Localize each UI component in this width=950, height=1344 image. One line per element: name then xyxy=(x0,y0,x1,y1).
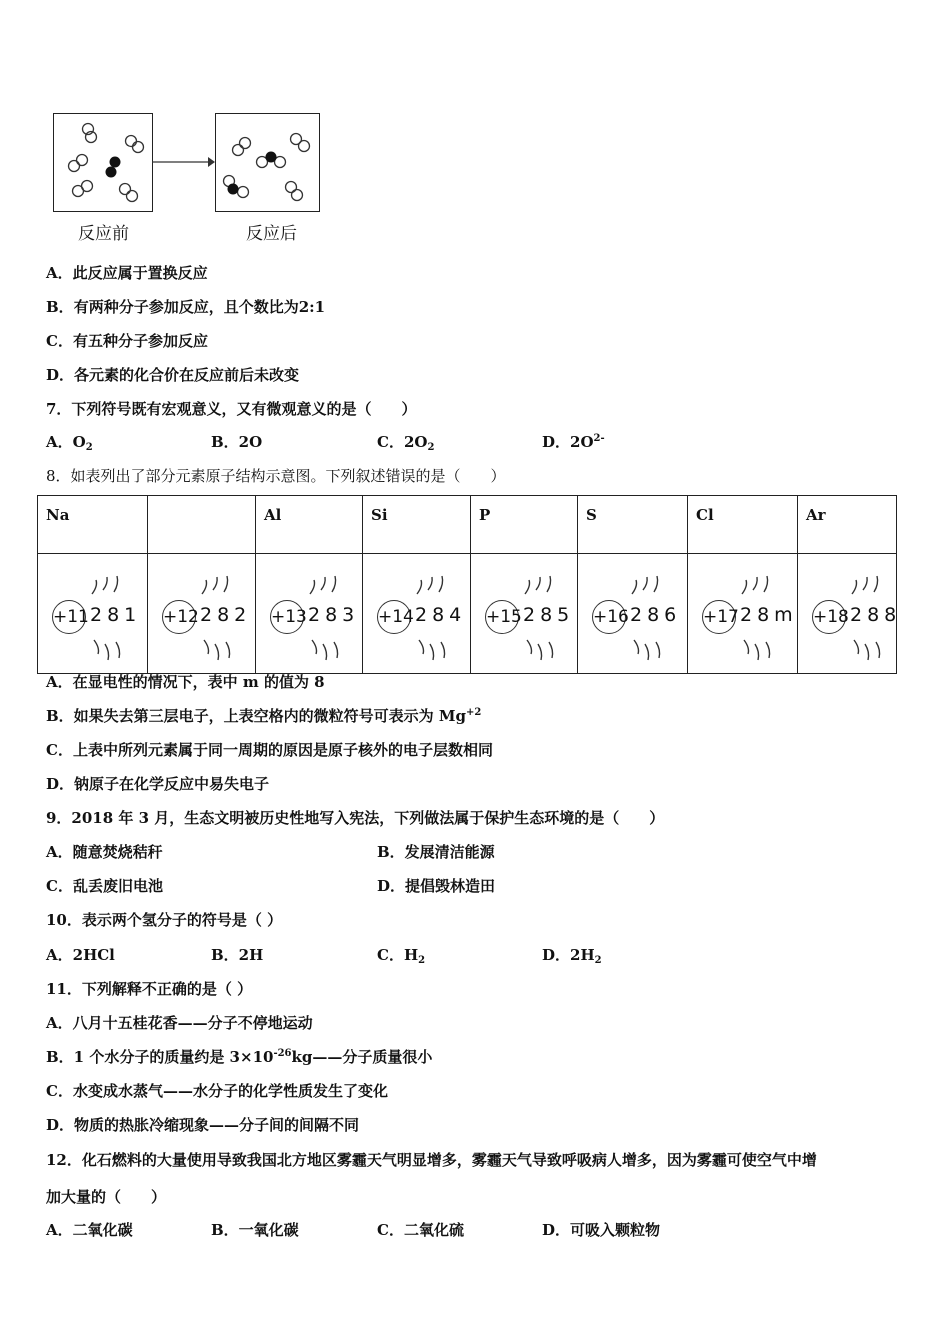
q8-option-b: B．如果失去第三层电子，上表空格内的微粒符号可表示为 $Mg^{+2}$ xyxy=(46,707,482,725)
atom-diagram-cell xyxy=(578,554,688,674)
nucleus: +14 xyxy=(377,600,411,634)
q11-option-d: D．物质的热胀冷缩现象——分子间的间隔不同 xyxy=(46,1116,360,1134)
q9-option-d: D．提倡毁林造田 xyxy=(377,877,496,895)
symbol-cell: Ar xyxy=(798,496,897,554)
q12-stem-line1: 12．化石燃料的大量使用导致我国北方地区雾霾天气明显增多，雾霾天气导致呼吸病人增多，因为雾霾可使空气中增 xyxy=(46,1151,817,1169)
q7-stem: 7．下列符号既有宏观意义，又有微观意义的是（ ） xyxy=(46,400,417,418)
atom-diagram-cell xyxy=(256,554,363,674)
arrow-icon xyxy=(152,156,216,168)
electron-shells: 286 xyxy=(630,604,682,626)
atom-diagram xyxy=(588,572,684,662)
symbol-cell: Na xyxy=(38,496,148,554)
atom-diagram-cell xyxy=(798,554,902,674)
q8-option-a: A．在显电性的情况下，表中 m 的值为 8 xyxy=(46,673,325,691)
atom-diagram xyxy=(698,572,798,662)
diagram-before-box xyxy=(53,113,153,212)
q12-option-a: A．二氧化碳 xyxy=(46,1221,133,1239)
nucleus: +15 xyxy=(485,600,519,634)
q6-option-d: D．各元素的化合价在反应前后未改变 xyxy=(46,366,300,384)
atom-diagram xyxy=(373,572,469,662)
after-label: 反应后 xyxy=(246,224,297,244)
q12-stem-line2: 加大量的（ ） xyxy=(46,1188,167,1206)
q10-option-a: A．2HCl xyxy=(46,946,115,964)
q9-option-c: C．乱丢废旧电池 xyxy=(46,877,163,895)
atom-diagram-cell xyxy=(688,554,798,674)
q7-option-c: C．$2O_2$ xyxy=(377,433,435,453)
q10-stem: 10．表示两个氢分子的符号是（ ） xyxy=(46,911,283,929)
q8-option-d: D．钠原子在化学反应中易失电子 xyxy=(46,775,270,793)
q11-option-a: A．八月十五桂花香——分子不停地运动 xyxy=(46,1014,313,1032)
nucleus: +18 xyxy=(812,600,846,634)
atom-diagram-cell xyxy=(148,554,256,674)
q8-option-c: C．上表中所列元素属于同一周期的原因是原子核外的电子层数相同 xyxy=(46,741,493,759)
atom-diagram-cell xyxy=(38,554,148,674)
symbol-cell: S xyxy=(578,496,688,554)
nucleus: +13 xyxy=(270,600,304,634)
atom-diagram xyxy=(158,572,254,662)
nucleus: +16 xyxy=(592,600,626,634)
q11-option-b: B．1 个水分子的质量约是 $3\times 10^{-26}kg——$分子质量很小 xyxy=(46,1048,433,1066)
q10-option-b: B．2H xyxy=(211,946,264,964)
molecules-after-image xyxy=(216,114,319,211)
q12-option-c: C．二氧化硫 xyxy=(377,1221,464,1239)
before-label: 反应前 xyxy=(78,224,129,244)
q6-option-a: A．此反应属于置换反应 xyxy=(46,264,208,282)
electron-shells: 28m xyxy=(740,604,798,626)
q12-option-b: B．一氧化碳 xyxy=(211,1221,299,1239)
q10-option-c: C．$H_2$ xyxy=(377,946,426,966)
atom-diagram xyxy=(48,572,144,662)
symbol-cell: Cl xyxy=(688,496,798,554)
electron-shells: 282 xyxy=(200,604,252,626)
q11-stem: 11．下列解释不正确的是（ ） xyxy=(46,980,253,998)
electron-shells: 288 xyxy=(850,604,902,626)
nucleus: +11 xyxy=(52,600,86,634)
nucleus: +17 xyxy=(702,600,736,634)
q9-option-a: A．随意焚烧秸秆 xyxy=(46,843,163,861)
q12-option-d: D．可吸入颗粒物 xyxy=(542,1221,661,1239)
q6-option-b: B．有两种分子参加反应，且个数比为2:1 xyxy=(46,298,326,316)
diagram-after-box xyxy=(215,113,320,212)
q8-stem: 8．如表列出了部分元素原子结构示意图。下列叙述错误的是（ ） xyxy=(46,467,506,485)
q10-option-d: D．$2H_2$ xyxy=(542,946,602,966)
q11-option-c: C．水变成水蒸气——水分子的化学性质发生了变化 xyxy=(46,1082,388,1100)
q7-option-b: B．2O xyxy=(211,433,263,451)
atom-diagram-cell xyxy=(471,554,578,674)
electron-shells: 283 xyxy=(308,604,360,626)
atom-diagram xyxy=(808,572,904,662)
q6-option-c: C．有五种分子参加反应 xyxy=(46,332,208,350)
nucleus: +12 xyxy=(162,600,196,634)
q7-option-d: D．$2O^{2-}$ xyxy=(542,433,605,451)
q9-stem: 9．2018 年 3 月，生态文明被历史性地写入宪法，下列做法属于保护生态环境的是（ ） xyxy=(46,809,665,827)
atom-diagram xyxy=(481,572,577,662)
molecules-before-image xyxy=(54,114,152,211)
q9-option-b: B．发展清洁能源 xyxy=(377,843,495,861)
symbol-cell: P xyxy=(471,496,578,554)
atom-diagram xyxy=(266,572,362,662)
electron-shells: 285 xyxy=(523,604,575,626)
electron-shells: 281 xyxy=(90,604,142,626)
atom-diagram-cell xyxy=(363,554,471,674)
q7-option-a: A．$O_2$ xyxy=(46,433,93,453)
symbol-cell: Si xyxy=(363,496,471,554)
symbol-cell xyxy=(148,496,256,554)
atomic-structure-table xyxy=(37,495,902,674)
electron-shells: 284 xyxy=(415,604,467,626)
symbol-cell: Al xyxy=(256,496,363,554)
